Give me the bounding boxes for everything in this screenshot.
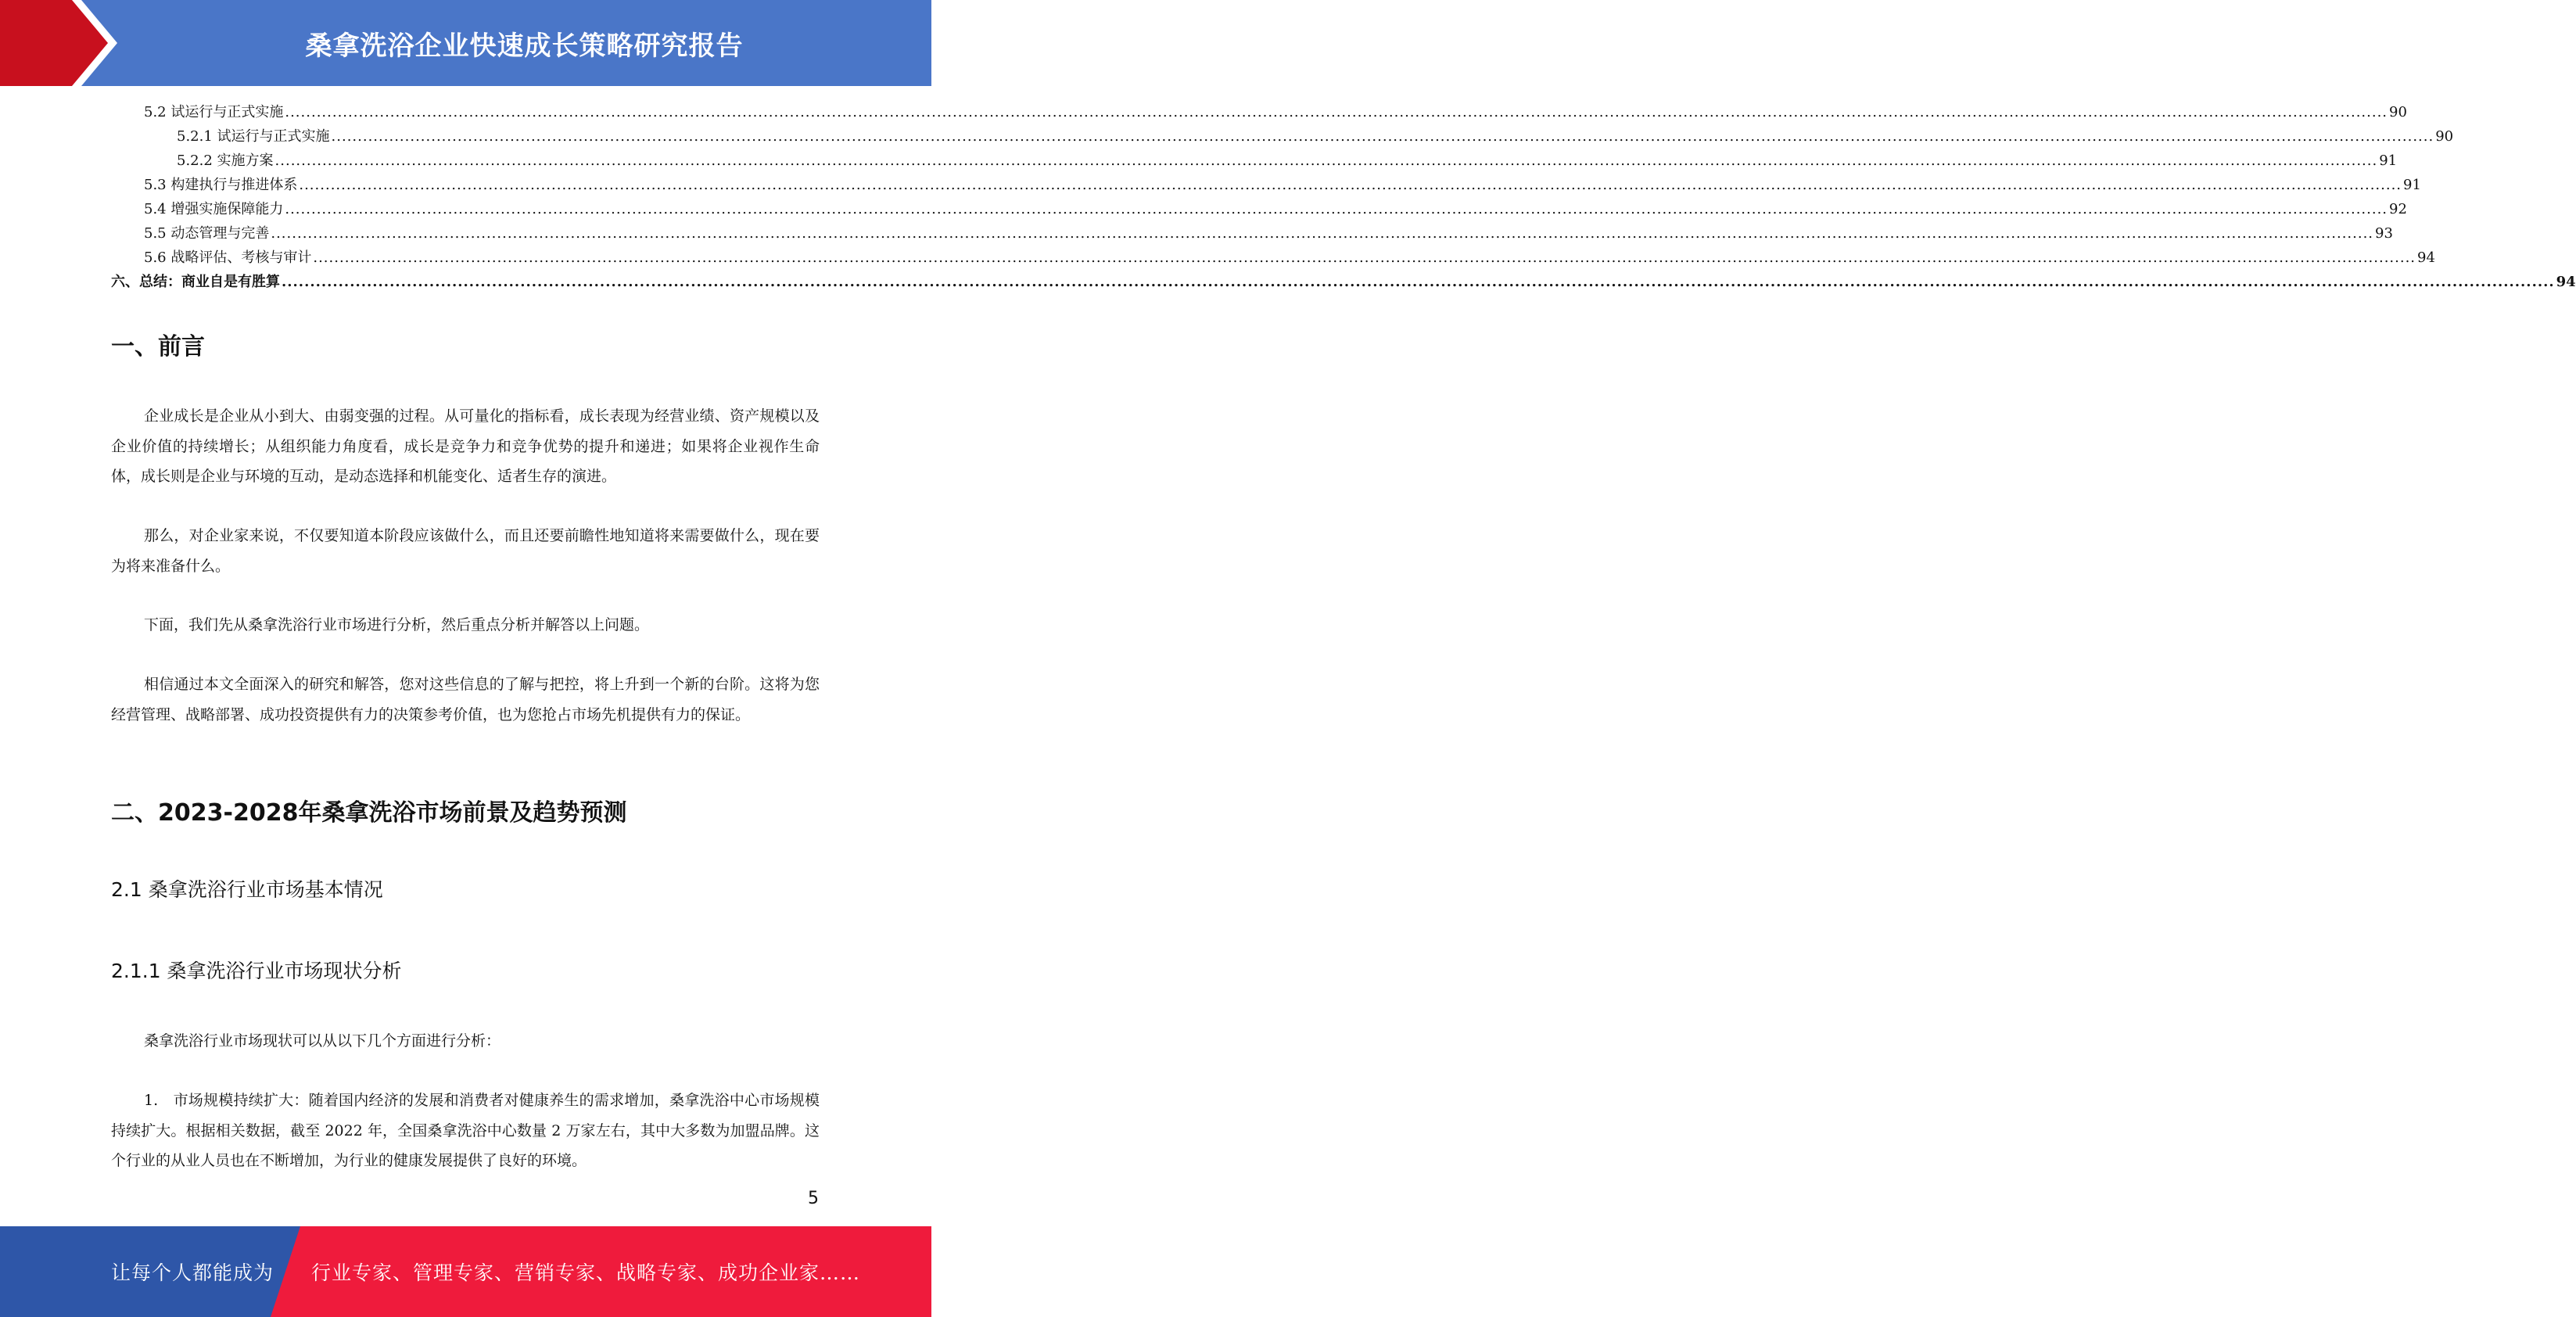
toc-entry-page: 94 [2417,249,2435,266]
toc-entry-page: 92 [2389,201,2407,217]
header-banner [0,0,931,86]
toc-entry-label: 5.5 动态管理与完善 [144,225,270,242]
section-heading-market-outlook: 二、2023-2028年桑拿洗浴市场前景及趋势预测 [111,799,627,827]
toc-entry-label: 5.2.1 试运行与正式实施 [177,128,330,145]
toc-entry-page: 94 [2556,274,2576,290]
toc-entry[interactable] [111,246,2435,270]
toc-entry-page: 90 [2389,104,2407,120]
page-number: 5 [808,1189,819,1208]
toc-leader-dots: ................................................................................................................................................................................................................................................................................................................................................................................................................ [285,104,2388,120]
paragraph: 那么，对企业家来说，不仅要知道本阶段应该做什么，而且还要前瞻性地知道将来需要做什么，现在要为将来准备什么。 [111,527,820,575]
paragraph: 相信通过本文全面深入的研究和解答，您对这些信息的了解与把控，将上升到一个新的台阶。这将为您经营管理、战略部署、成功投资提供有力的决策参考价值，也为您抢占市场先机提供有力的保证。 [111,676,820,723]
toc-entry-label: 5.4 增强实施保障能力 [144,201,284,217]
toc-leader-dots: ................................................................................................................................................................................................................................................................................................................................................................................................................ [299,177,2402,193]
toc-entry[interactable] [111,124,2454,149]
toc-entry-page: 90 [2435,128,2454,145]
toc-entry-page: 91 [2403,177,2421,193]
table-of-contents [111,100,2576,294]
toc-entry[interactable] [111,100,2407,124]
toc-leader-dots: ................................................................................................................................................................................................................................................................................................................................................................................................................ [274,153,2378,169]
list-item-paragraph: 1. 市场规模持续扩大：随着国内经济的发展和消费者对健康养生的需求增加，桑拿洗浴中心市场规模持续扩大。根据相关数据，截至 2022 年，全国桑拿洗浴中心数量 2 万家左右，其中大多数为加盟品牌。这个行业的从业人员也在不断增加，为行业的健康发展提供了良好的环境。 [111,1092,820,1169]
toc-entry-label: 六、总结：商业自是有胜算 [111,274,280,290]
toc-leader-dots: ................................................................................................................................................................................................................................................................................................................................................................................................................ [285,201,2388,217]
toc-entry-page: 93 [2375,225,2393,242]
toc-leader-dots: ................................................................................................................................................................................................................................................................................................................................................................................................................ [313,249,2416,266]
paragraph: 下面，我们先从桑拿洗浴行业市场进行分析，然后重点分析并解答以上问题。 [144,616,650,633]
subsubsection-heading: 2.1.1 桑拿洗浴行业市场现状分析 [111,960,402,982]
toc-entry-label: 5.2.2 实施方案 [177,153,274,169]
toc-leader-dots: ................................................................................................................................................................................................................................................................................................................................................................................................................ [331,128,2434,145]
toc-entry[interactable] [111,270,2576,294]
toc-entry-label: 5.6 战略评估、考核与审计 [144,249,312,266]
toc-entry[interactable] [111,173,2421,197]
footer-slogan-left: 让每个人都能成为 [111,1261,274,1284]
document-title: 桑拿洗浴企业快速成长策略研究报告 [305,30,744,62]
toc-entry[interactable] [111,197,2407,221]
toc-entry-page: 91 [2379,153,2398,169]
toc-leader-dots: ................................................................................................................................................................................................................................................................................................................................................................................................................ [282,274,2555,290]
toc-entry[interactable] [111,149,2398,173]
subsection-heading: 2.1 桑拿洗浴行业市场基本情况 [111,878,383,901]
section-heading-preface: 一、前言 [111,333,205,361]
toc-entry-label: 5.2 试运行与正式实施 [144,104,284,120]
paragraph: 桑拿洗浴行业市场现状可以从以下几个方面进行分析： [144,1032,501,1050]
toc-entry[interactable] [111,221,2393,246]
footer-slogan-right: 行业专家、管理专家、营销专家、战略专家、成功企业家…… [311,1261,861,1284]
toc-leader-dots: ................................................................................................................................................................................................................................................................................................................................................................................................................ [271,225,2374,242]
toc-entry-label: 5.3 构建执行与推进体系 [144,177,298,193]
paragraph: 企业成长是企业从小到大、由弱变强的过程。从可量化的指标看，成长表现为经营业绩、资产规模以及企业价值的持续增长；从组织能力角度看，成长是竞争力和竞争优势的提升和递进；如果将企业视作生命体，成长则是企业与环境的互动，是动态选择和机能变化、适者生存的演进。 [111,407,820,485]
footer-banner [0,1226,931,1317]
